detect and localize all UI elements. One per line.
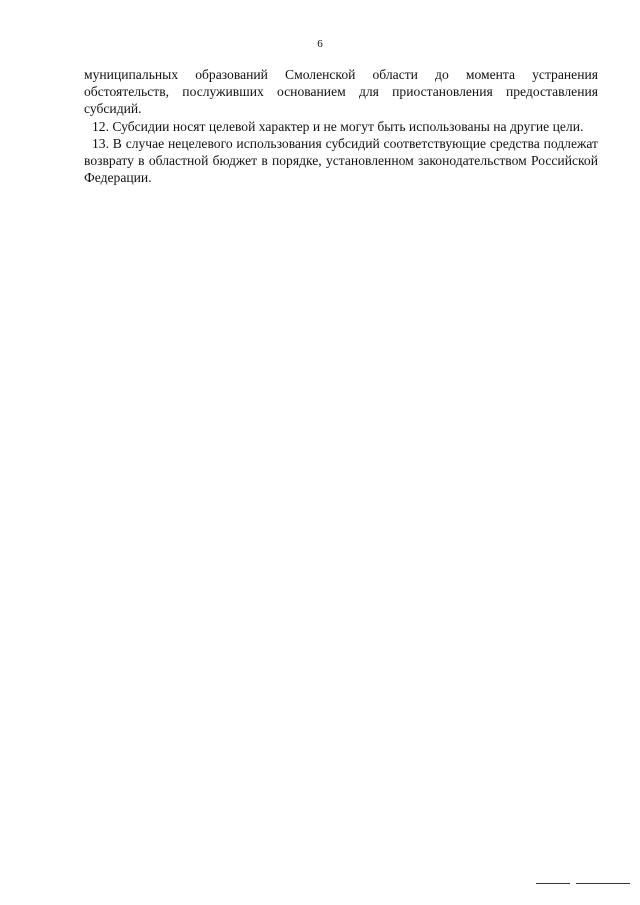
footer-line-short bbox=[536, 883, 570, 884]
paragraph-continuation: муниципальных образований Смоленской области до момента устранения обстоятельств, послуживших основанием для приостановления предоставления субсидий. bbox=[84, 67, 598, 117]
document-body bbox=[84, 66, 598, 186]
footer-line-mark bbox=[536, 883, 632, 885]
footer-line-long bbox=[576, 883, 630, 884]
paragraph-13: 13. В случае нецелевого использования субсидий соответствующие средства подлежат возврату в областной бюджет в порядке, установленном законодательством Российской Федерации. bbox=[84, 135, 598, 186]
paragraph-12: 12. Субсидии носят целевой характер и не могут быть использованы на другие цели. bbox=[92, 118, 584, 134]
page-number: 6 bbox=[317, 38, 323, 50]
